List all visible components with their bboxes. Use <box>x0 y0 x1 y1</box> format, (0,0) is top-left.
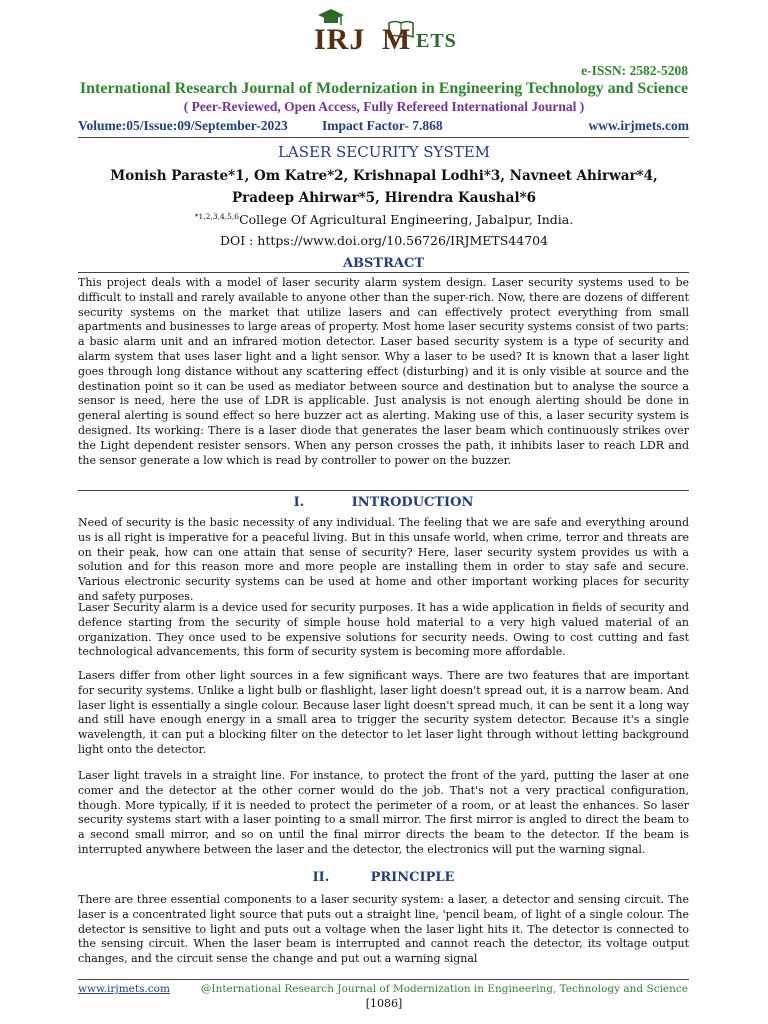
footer-url[interactable]: www.irjmets.com <box>78 983 170 995</box>
page-number: [1086] <box>365 997 403 1010</box>
principle-heading <box>78 870 689 885</box>
section-title: PRINCIPLE <box>370 870 455 885</box>
volume-info: Volume:05/Issue:09/September-2023 <box>78 118 288 133</box>
journal-logo <box>300 8 470 56</box>
logo-letter-m: M <box>382 23 412 56</box>
journal-name: International Research Journal of Modernization in Engineering Technology and Science <box>79 80 689 97</box>
abstract-text: This project deals with a model of laser security alarm system design. Laser security systems used to be difficult to install and rarely available to anyone other than the super-rich. Now, there are dozens of different security systems on the market that utilize lasers and can effectively protect everything from small apartments and businesses to large areas of property. Most home laser security systems consist of two parts: a basic alarm unit and an infrared motion detector. Laser based security system is a type of security and alarm system that uses laser light and a light sensor. Why a laser to be used? It is known that a laser light goes through long distance without any scattering effect (disturbing) and it is only visible at source and the destination point so it can be used as mediator between source and destination but to analyse the source a sensor is need, here the use of LDR is applicable. Just analysis is not enough alerting should be done in general alerting is sound effect so here buzzer act as alerting. Making use of this, a laser security system is designed. Its working: There is a laser diode that generates the laser beam which continuously strikes over the Light dependent resister sensors. When any person crosses the path, it inhibits laser to reach LDR and the sensor generate a low which is read by controller to power on the buzzer. <box>78 276 689 467</box>
footer-rule <box>78 979 689 980</box>
authors-line-2: Pradeep Ahirwar*5, Hirendra Kaushal*6 <box>231 190 537 206</box>
affiliation <box>0 212 768 227</box>
impact-factor: Impact Factor- 7.868 <box>322 118 443 133</box>
authors-line-1: Monish Paraste*1, Om Katre*2, Krishnapal Lodhi*3, Navneet Ahirwar*4, <box>110 168 658 184</box>
abstract-bottom-rule <box>78 490 689 491</box>
section-title: INTRODUCTION <box>351 495 474 510</box>
intro-paragraph-1: Need of security is the basic necessity of any individual. The feeling that we are safe and everything around us is all right is imperative for a peaceful living. But in this unsafe world, when crime, terror and threats are on their peak, how can one attain that sense of security? Here, laser security system provides us with a solution and for this reason more and more people are installing them in order to stay safe and secure. Various electronic security systems can be used at home and other important working places for security and safety purposes. <box>78 516 689 603</box>
paper-title: LASER SECURITY SYSTEM <box>277 143 491 161</box>
volume-bar <box>78 118 689 134</box>
section-number: I. <box>293 495 305 510</box>
affiliation-text: College Of Agricultural Engineering, Jabalpur, India. <box>239 212 574 228</box>
doi[interactable]: DOI : https://www.doi.org/10.56726/IRJMETS44704 <box>219 233 549 248</box>
peer-review-note: ( Peer-Reviewed, Open Access, Fully Refereed International Journal ) <box>183 99 585 114</box>
logo-text-irj: IRJ <box>314 23 366 56</box>
principle-paragraph-1: There are three essential components to a laser security system: a laser, a detector and sensing circuit. The laser is a concentrated light source that puts out a straight line, 'pencil beam, of light of a single colour. The detector is sensitive to light and puts out a voltage when the laser light hits it. The detector is connected to the sensing circuit. When the laser beam is interrupted and cannot reach the detector, its voltage output changes, and the circuit sense the change and put out a warning signal <box>78 893 689 966</box>
header-rule <box>78 137 689 138</box>
section-number: II. <box>312 870 330 885</box>
issn: e-ISSN: 2582-5208 <box>581 63 688 78</box>
intro-paragraph-4: Laser light travels in a straight line. For instance, to protect the front of the yard, putting the laser at one comer and the detector at the other corner would do the job. That's not a very practical configuration, though. More typically, if it is needed to protect the perimeter of a room, or at least the enhances. So laser security systems start with a laser pointing to a small mirror. The first mirror is angled to direct the beam to a second small mirror, and so on until the final mirror directs the beam to the detector. If the beam is interrupted anywhere between the laser and the detector, the electronics will put the warning signal. <box>78 769 689 856</box>
introduction-heading <box>78 495 689 510</box>
intro-paragraph-2: Laser Security alarm is a device used for security purposes. It has a wide application in fields of security and defence starting from the security of simple house hold material to a very high valued material of an organization. They once used to be expensive solutions for security needs. Owing to cost cutting and fast technological advancements, this form of security system is becoming more affordable. <box>78 601 689 659</box>
abstract-rule <box>78 272 689 273</box>
journal-url[interactable]: www.irjmets.com <box>588 118 689 133</box>
abstract-heading: ABSTRACT <box>342 256 425 271</box>
affiliation-superscript: *1,2,3,4,5,6 <box>194 212 240 221</box>
intro-paragraph-3: Lasers differ from other light sources in a few significant ways. There are two features that are important for security systems. Unlike a light bulb or flashlight, laser light doesn't spread out, it is a narrow beam. And laser light is essentially a single colour. Because laser light doesn't spread much, it can be sent it a long way and still have enough energy in a small area to trigger the security system detector. Because it's a single wavelength, it can put a blocking filter on the detector to let laser light through without letting background light onto the detector. <box>78 669 689 756</box>
logo-text-ets: ETS <box>416 30 457 52</box>
footer-copyright: @International Research Journal of Modernization in Engineering, Technology and Science <box>200 983 688 995</box>
